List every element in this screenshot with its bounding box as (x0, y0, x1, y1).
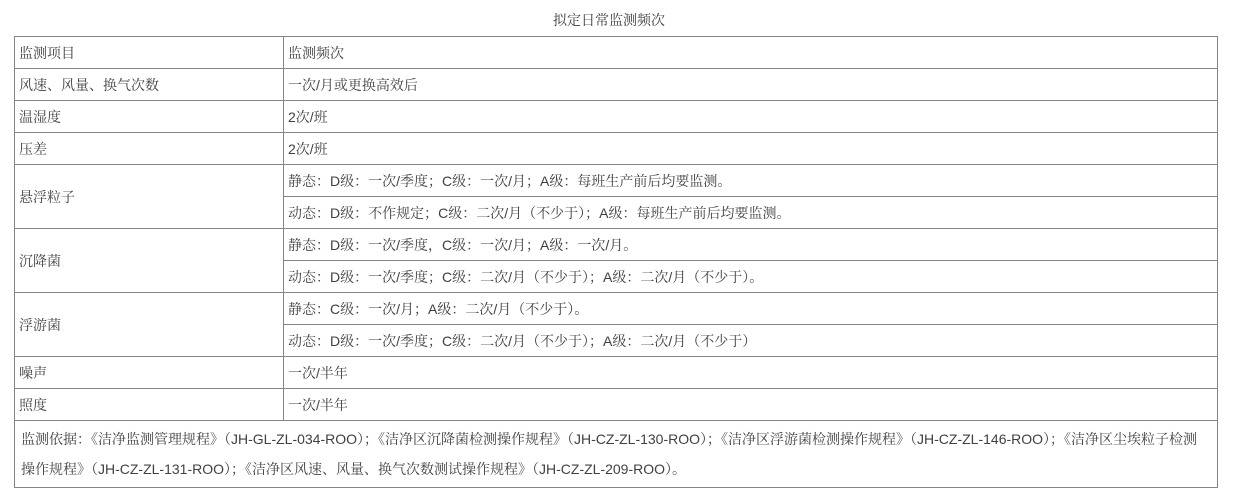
freq-cell: 动态：D级：不作规定；C级：二次/月（不少于）；A级：每班生产前后均要监测。 (284, 197, 1218, 229)
table-row (15, 389, 1218, 421)
freq-cell: 2次/班 (284, 133, 1218, 165)
freq-cell: 一次/半年 (284, 389, 1218, 421)
table-row (15, 133, 1218, 165)
freq-cell: 静态：D级：一次/季度；C级：一次/月；A级：每班生产前后均要监测。 (284, 165, 1218, 197)
header-freq-col: 监测频次 (284, 37, 1218, 69)
freq-cell: 静态：D级：一次/季度，C级：一次/月；A级：一次/月。 (284, 229, 1218, 261)
freq-cell: 2次/班 (284, 101, 1218, 133)
table-body (15, 69, 1218, 421)
freq-cell: 静态：C级：一次/月；A级：二次/月（不少于）。 (284, 293, 1218, 325)
table-row (15, 69, 1218, 101)
monitoring-table (14, 36, 1218, 488)
monitoring-basis-note: 监测依据：《洁净监测管理规程》（JH-GL-ZL-034-ROO）；《洁净区沉降菌检测操作规程》（JH-CZ-ZL-130-ROO）；《洁净区浮游菌检测操作规程》（JH-CZ-ZL-146-ROO）；《洁净区尘埃粒子检测操作规程》（JH-CZ-ZL-131-ROO）；《洁净区风速、风量、换气次数测试操作规程》（JH-CZ-ZL-209-ROO）。 (15, 421, 1218, 488)
table-row (15, 165, 1218, 197)
footer-row (15, 421, 1218, 488)
page-title: 拟定日常监测频次 (553, 12, 665, 28)
item-cell: 噪声 (15, 357, 284, 389)
header-item-col: 监测项目 (15, 37, 284, 69)
item-cell: 温湿度 (15, 101, 284, 133)
item-cell: 照度 (15, 389, 284, 421)
freq-cell: 动态：D级：一次/季度；C级：二次/月（不少于）；A级：二次/月（不少于） (284, 325, 1218, 357)
table-row (15, 293, 1218, 325)
freq-cell: 动态：D级：一次/季度；C级：二次/月（不少于）；A级：二次/月（不少于）。 (284, 261, 1218, 293)
freq-cell: 一次/半年 (284, 357, 1218, 389)
item-cell: 浮游菌 (15, 293, 284, 357)
table-row (15, 229, 1218, 261)
item-cell: 压差 (15, 133, 284, 165)
item-cell: 悬浮粒子 (15, 165, 284, 229)
freq-cell: 一次/月或更换高效后 (284, 69, 1218, 101)
header-row (15, 37, 1218, 69)
item-cell: 沉降菌 (15, 229, 284, 293)
table-row (15, 101, 1218, 133)
item-cell: 风速、风量、换气次数 (15, 69, 284, 101)
table-row (15, 357, 1218, 389)
